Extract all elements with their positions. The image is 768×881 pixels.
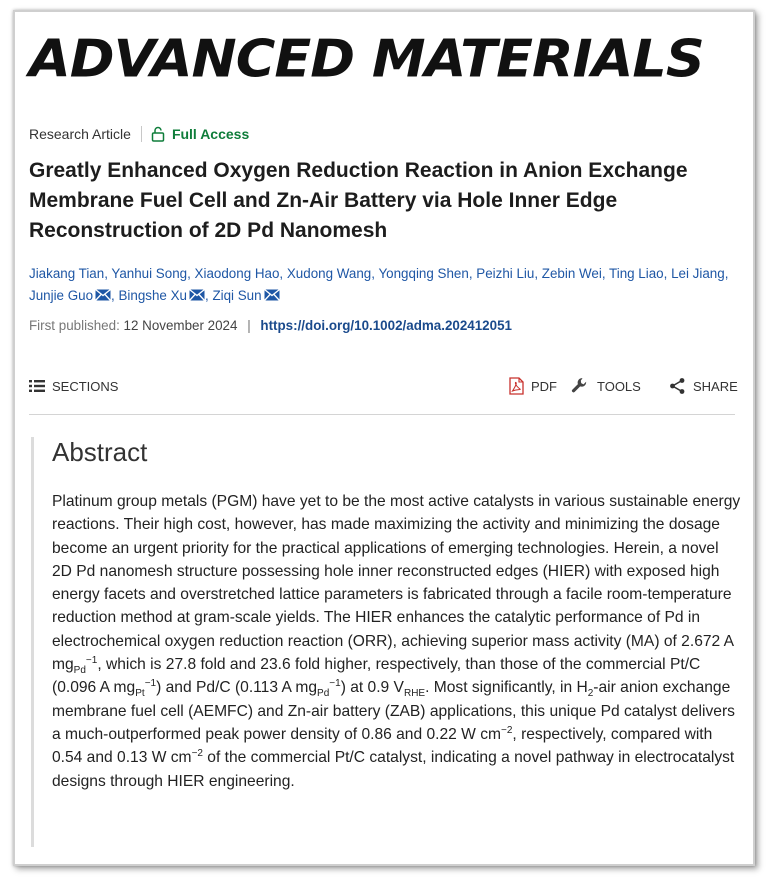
share-label: SHARE — [693, 378, 738, 394]
publication-info — [29, 318, 512, 333]
envelope-icon[interactable] — [189, 289, 205, 301]
article-meta-row — [29, 124, 249, 144]
first-published-date: 12 November 2024 — [123, 318, 238, 333]
author-link[interactable]: Ting Liao — [609, 266, 664, 281]
pdf-label: PDF — [531, 378, 557, 394]
meta-divider: | — [247, 318, 251, 333]
author-link[interactable]: Zebin Wei — [541, 266, 602, 281]
list-icon — [29, 379, 45, 393]
author-link[interactable]: Lei Jiang — [671, 266, 725, 281]
author-link[interactable]: Ziqi Sun — [212, 288, 279, 303]
article-title: Greatly Enhanced Oxygen Reduction Reaction in Anion Exchange Membrane Fuel Cell and Zn-Air Battery via Hole Inner Edge Reconstruction of 2D Pd Nanomesh — [29, 159, 688, 242]
journal-logo[interactable]: ADVANCED MATERIALS — [29, 29, 704, 89]
author-link[interactable]: Yanhui Song — [111, 266, 188, 281]
tools-label: TOOLS — [597, 378, 641, 394]
unlock-icon — [150, 126, 166, 142]
share-icon — [669, 377, 686, 395]
author-link[interactable]: Peizhi Liu — [476, 266, 535, 281]
meta-divider — [141, 126, 142, 142]
toolbar-divider — [29, 414, 735, 415]
author-link[interactable]: Bingshe Xu — [118, 288, 205, 303]
sections-label: SECTIONS — [52, 378, 119, 394]
first-published-label: First published: — [29, 318, 120, 333]
author-link[interactable]: Xiaodong Hao — [194, 266, 280, 281]
author-list: Jiakang Tian, Yanhui Song, Xiaodong Hao, Xudong Wang, Yongqing Shen, Peizhi Liu, Zebin Wei, Ting Liao, Lei Jiang, Junjie Guo , Bingshe Xu , Ziqi Sun — [29, 266, 729, 303]
wrench-icon — [570, 376, 590, 396]
doi-link[interactable]: https://doi.org/10.1002/adma.202412051 — [260, 318, 512, 333]
pdf-file-icon — [509, 377, 524, 395]
abstract-text: Platinum group metals (PGM) have yet to be the most active catalysts in various sustainable energy reactions. Their high cost, however, has made maximizing the activity and minimizing the dosage become an urgent priority for the practical applications of emerging technologies. Herein, a novel 2D Pd nanomesh structure possessing hole inner reconstructed edges (HIER) with exposed high energy facets and overstretched lattice parameters is fabricated through a facile room-temperature reduction method at gram-scale yields. The HIER enhances the catalytic performance of Pd in electrochemical oxygen reduction reaction (ORR), achieving superior mass activity (MA) of 2.672 A $mg_{Pd}^{-1}$, which is 27.8 fold and 23.6 fold higher, respectively, than those of the commercial Pt/C (0.096 A $mg_{Pt}^{-1}$) and Pd/C (0.113 A $mg_{Pd}^{-1}$) at 0.9 $V_{RHE}$. Most significantly, in $H_2$-air anion exchange membrane fuel cell (AEMFC) and Zn-air battery (ZAB) applications, this unique Pd catalyst delivers a much-outperformed peak power density of 0.86 and 0.22 W $cm^{-2}$, respectively, compared with 0.54 and 0.13 W $cm^{-2}$ of the commercial Pt/C catalyst, indicating a novel pathway in electrocatalyst designs through HIER engineering. — [52, 493, 741, 790]
pdf-button[interactable] — [509, 374, 557, 398]
access-badge: Full Access — [171, 126, 250, 142]
author-link[interactable]: Yongqing Shen — [378, 266, 469, 281]
tools-button[interactable] — [570, 374, 641, 398]
article-toolbar — [29, 374, 738, 398]
author-link[interactable]: Jiakang Tian — [29, 266, 105, 281]
share-button[interactable] — [669, 374, 738, 398]
abstract-accent-bar — [31, 437, 34, 847]
abstract-heading: Abstract — [52, 437, 148, 467]
article-type: Research Article — [29, 126, 131, 142]
envelope-icon[interactable] — [264, 289, 280, 301]
envelope-icon[interactable] — [95, 289, 111, 301]
sections-button[interactable] — [29, 374, 118, 398]
author-link[interactable]: Xudong Wang — [286, 266, 372, 281]
author-link[interactable]: Junjie Guo — [29, 288, 111, 303]
